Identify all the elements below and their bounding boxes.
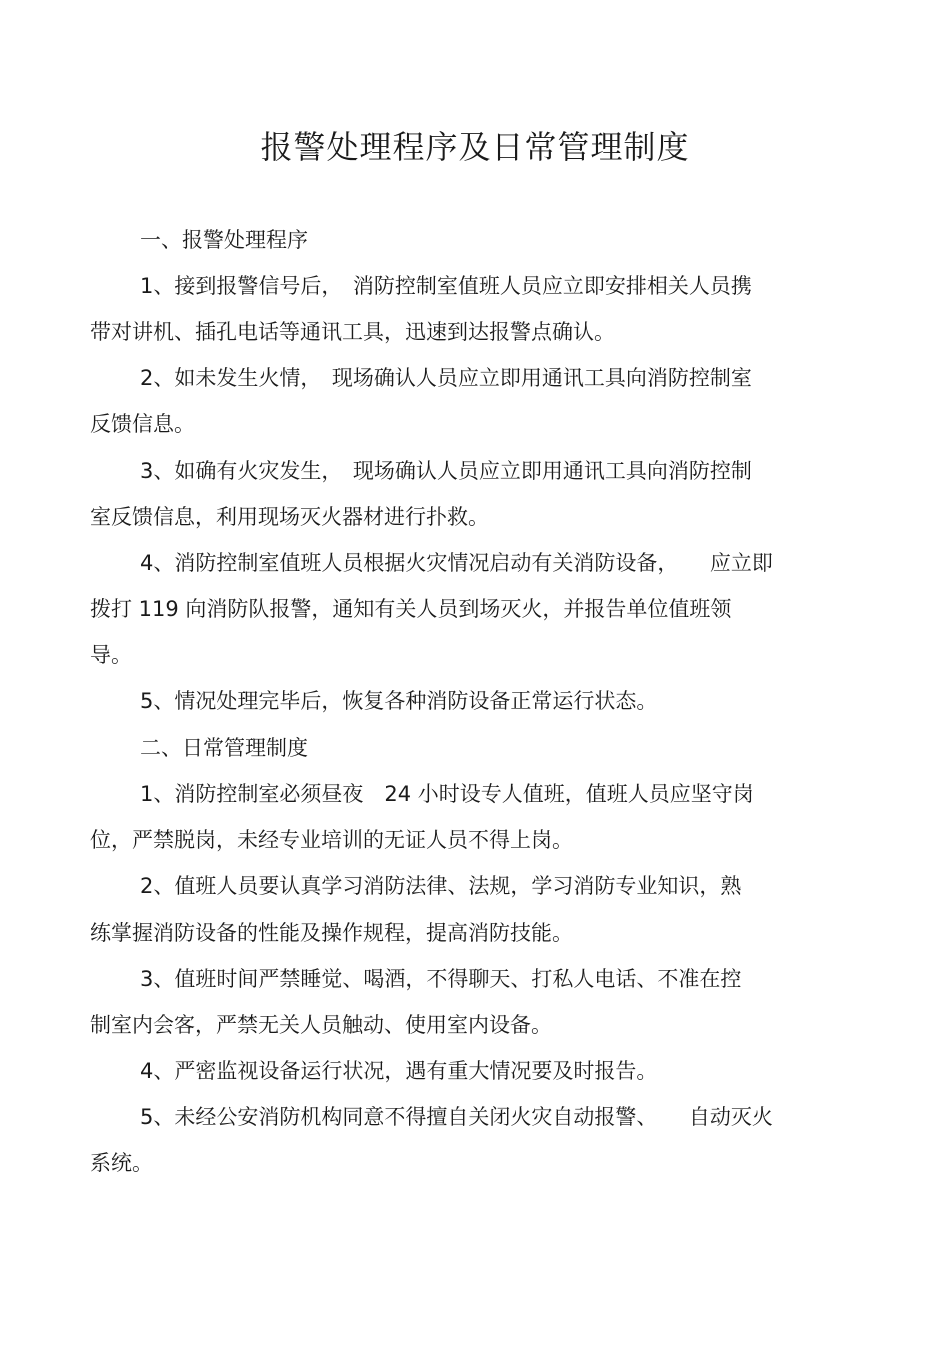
paragraph-line: 3、值班时间严禁睡觉、喝酒，不得聊天、打私人电话、不准在控 <box>140 967 742 991</box>
paragraph-line: 4、严密监视设备运行状况，遇有重大情况要及时报告。 <box>140 1059 658 1083</box>
section-heading-alarm-procedure: 一、报警处理程序 <box>140 228 308 252</box>
paragraph-line: 练掌握消防设备的性能及操作规程，提高消防技能。 <box>90 921 573 945</box>
paragraph-line: 5、未经公安消防机构同意不得擅自关闭火灾自动报警、 自动灭火 <box>140 1105 773 1129</box>
paragraph-line: 1、消防控制室必须昼夜 24 小时设专人值班，值班人员应坚守岗 <box>140 782 754 806</box>
paragraph-line: 3、如确有火灾发生， 现场确认人员应立即用通讯工具向消防控制 <box>140 459 752 483</box>
paragraph-line: 4、消防控制室值班人员根据火灾情况启动有关消防设备， 应立即 <box>140 551 773 575</box>
paragraph-line: 室反馈信息，利用现场灭火器材进行扑救。 <box>90 505 489 529</box>
paragraph-line: 2、值班人员要认真学习消防法律、法规，学习消防专业知识，熟 <box>140 874 742 898</box>
paragraph-line: 系统。 <box>90 1151 153 1175</box>
paragraph-line: 拨打 119 向消防队报警，通知有关人员到场灭火，并报告单位值班领 <box>90 597 732 621</box>
paragraph-line: 导。 <box>90 643 132 667</box>
paragraph-line: 2、如未发生火情， 现场确认人员应立即用通讯工具向消防控制室 <box>140 366 752 390</box>
paragraph-line: 1、接到报警信号后， 消防控制室值班人员应立即安排相关人员携 <box>140 274 752 298</box>
paragraph-line: 5、情况处理完毕后，恢复各种消防设备正常运行状态。 <box>140 689 658 713</box>
paragraph-line: 制室内会客，严禁无关人员触动、使用室内设备。 <box>90 1013 552 1037</box>
paragraph-line: 反馈信息。 <box>90 412 195 436</box>
section-heading-daily-management: 二、日常管理制度 <box>140 736 308 760</box>
paragraph-line: 位，严禁脱岗，未经专业培训的无证人员不得上岗。 <box>90 828 573 852</box>
paragraph-line: 带对讲机、插孔电话等通讯工具，迅速到达报警点确认。 <box>90 320 615 344</box>
document-title: 报警处理程序及日常管理制度 <box>260 128 690 166</box>
